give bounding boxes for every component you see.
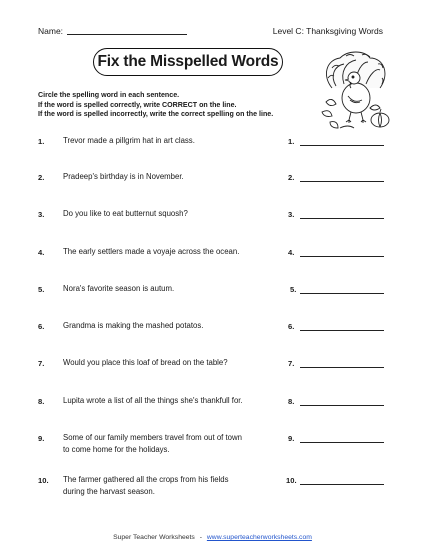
question-text	[63, 395, 243, 407]
question-text	[63, 357, 228, 369]
instruction-line: Circle the spelling word in each sentence.	[38, 91, 180, 99]
question-text-line: Would you place this loaf of bread on the table?	[63, 358, 228, 367]
question-text	[63, 208, 188, 220]
question-text	[63, 283, 174, 295]
question-number: 3.	[38, 210, 45, 219]
answer-line[interactable]	[300, 442, 384, 443]
question-text	[63, 246, 239, 258]
level-label: Level C: Thanksgiving Words	[272, 26, 383, 36]
answer-line[interactable]	[300, 367, 384, 368]
footer-url-link[interactable]: www.superteacherworksheets.com	[206, 534, 312, 541]
answer-number: 2.	[288, 173, 295, 182]
answer-line[interactable]	[300, 405, 384, 406]
question-text	[63, 171, 184, 183]
question-text-line: The farmer gathered all the crops from his fields	[63, 475, 229, 484]
question-text	[63, 474, 229, 498]
answer-line[interactable]	[300, 218, 384, 219]
answer-line[interactable]	[300, 484, 384, 485]
question-text-line: during the harvast season.	[63, 487, 155, 496]
answer-line[interactable]	[300, 330, 384, 331]
question-text-line: Grandma is making the mashed potatos.	[63, 321, 204, 330]
question-number: 4.	[38, 248, 45, 257]
page-title: Fix the Misspelled Words	[93, 48, 283, 76]
question-text	[63, 432, 242, 456]
footer	[0, 534, 425, 541]
question-number: 1.	[38, 137, 45, 146]
answer-number: 5.	[290, 285, 297, 294]
question-number: 8.	[38, 397, 45, 406]
question-text-line: Nora's favorite season is autum.	[63, 284, 175, 293]
footer-brand: Super Teacher Worksheets	[113, 534, 195, 541]
instruction-line: If the word is spelled correctly, write CORRECT on the line.	[38, 100, 237, 109]
name-line[interactable]	[67, 26, 187, 35]
question-number: 9.	[38, 434, 45, 443]
answer-number: 1.	[288, 137, 295, 146]
answer-line[interactable]	[300, 145, 384, 146]
instruction-line: If the word is spelled incorrectly, write the correct spelling on the line.	[38, 110, 274, 119]
question-text-line: Do you like to eat butternut squosh?	[63, 209, 188, 218]
answer-number: 10.	[286, 476, 297, 485]
answer-number: 6.	[288, 322, 295, 331]
footer-separator: -	[199, 534, 202, 541]
question-number: 6.	[38, 322, 45, 331]
question-number: 10.	[38, 476, 49, 485]
question-text-line: Lupita wrote a list of all the things she's thankfull for.	[63, 396, 243, 405]
turkey-icon	[318, 48, 394, 132]
question-text-line: Trevor made a pillgrim hat in art class.	[63, 136, 195, 145]
question-text-line: The early settlers made a voyaje across the ocean.	[63, 247, 240, 256]
answer-line[interactable]	[300, 256, 384, 257]
name-label: Name:	[38, 26, 64, 36]
answer-number: 8.	[288, 397, 295, 406]
answer-line[interactable]	[300, 181, 384, 182]
name-field-row	[38, 26, 187, 36]
answer-number: 3.	[288, 210, 295, 219]
question-text-line: to come home for the holidays.	[63, 445, 170, 454]
answer-line[interactable]	[300, 293, 384, 294]
question-number: 2.	[38, 173, 45, 182]
question-number: 7.	[38, 359, 45, 368]
instructions	[38, 91, 273, 120]
question-text	[63, 320, 203, 332]
question-text-line: Some of our family members travel from out of town	[63, 433, 242, 442]
question-number: 5.	[38, 285, 45, 294]
question-text	[63, 135, 195, 147]
answer-number: 9.	[288, 434, 295, 443]
answer-number: 4.	[288, 248, 295, 257]
question-text-line: Pradeep's birthday is in November.	[63, 172, 184, 181]
answer-number: 7.	[288, 359, 295, 368]
